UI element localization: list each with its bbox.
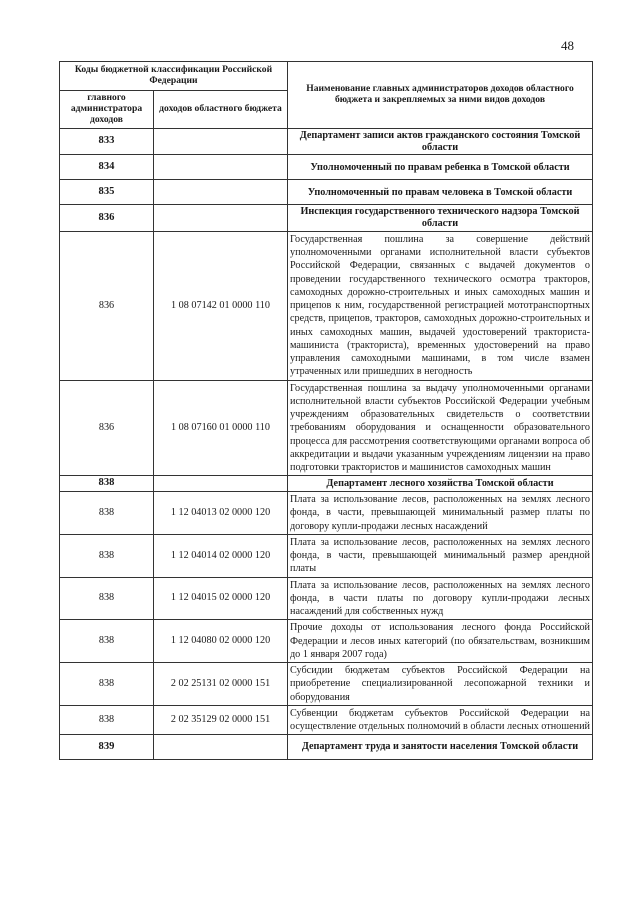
revenue-code-cell: 1 12 04014 02 0000 120 (154, 534, 288, 577)
table-row (60, 476, 593, 492)
revenue-code-cell (154, 205, 288, 231)
administrator-name-cell: Инспекция государственного технического надзора Томской области (288, 205, 593, 231)
page-number: 48 (561, 38, 574, 53)
table-row (60, 155, 593, 180)
header-name: Наименование главных администраторов доходов областного бюджета и закрепляемых за ними видов доходов (288, 62, 593, 129)
table-row (60, 380, 593, 476)
administrator-name-cell: Уполномоченный по правам ребенка в Томской области (288, 155, 593, 180)
revenue-code-cell (154, 180, 288, 205)
table-row (60, 492, 593, 535)
table-body (60, 129, 593, 760)
revenue-description-cell: Субсидии бюджетам субъектов Российской Федерации на приобретение специализированной лесопожарной техники и оборудования (288, 663, 593, 706)
admin-code-cell: 836 (60, 380, 154, 476)
table-row (60, 577, 593, 620)
admin-code-cell: 835 (60, 180, 154, 205)
table-row (60, 620, 593, 663)
revenue-code-cell: 2 02 25131 02 0000 151 (154, 663, 288, 706)
admin-code-cell: 838 (60, 663, 154, 706)
admin-code-cell: 838 (60, 705, 154, 735)
admin-code-cell: 836 (60, 231, 154, 380)
revenue-code-cell: 1 12 04080 02 0000 120 (154, 620, 288, 663)
table-row (60, 735, 593, 760)
header-codes-group: Коды бюджетной классификации Российской Федерации (60, 62, 288, 91)
admin-code-cell: 833 (60, 129, 154, 155)
revenue-code-cell: 2 02 35129 02 0000 151 (154, 705, 288, 735)
admin-code-cell: 838 (60, 577, 154, 620)
revenue-code-cell: 1 08 07160 01 0000 110 (154, 380, 288, 476)
revenue-code-cell (154, 155, 288, 180)
revenue-description-cell: Государственная пошлина за совершение действий уполномоченными органами исполнительной власти субъектов Российской Федерации, связанных с выдачей документов о проведении государственного технического осмотра тракторов, самоходных дорожно-строительных и иных самоходных машин и прицепов к ним, государственной регистрацией мототранспортных средств, прицепов, тракторов, самоходных дорожно-строительных и иных самоходных машин, выдачей удостоверений тракториста-машиниста (тракториста), временных удостоверений на право управления самоходными машинами, в том числе взамен утраченных или пришедших в негодность (288, 231, 593, 380)
table-row (60, 534, 593, 577)
administrator-name-cell: Уполномоченный по правам человека в Томской области (288, 180, 593, 205)
admin-code-cell: 836 (60, 205, 154, 231)
admin-code-cell: 839 (60, 735, 154, 760)
table-row (60, 705, 593, 735)
admin-code-cell: 838 (60, 476, 154, 492)
revenue-code-cell: 1 08 07142 01 0000 110 (154, 231, 288, 380)
admin-code-cell: 838 (60, 534, 154, 577)
revenue-description-cell: Плата за использование лесов, расположенных на землях лесного фонда, в части, превышающей минимальный размер арендной платы (288, 534, 593, 577)
admin-code-cell: 838 (60, 492, 154, 535)
administrator-name-cell: Департамент лесного хозяйства Томской области (288, 476, 593, 492)
table-header (60, 62, 593, 129)
budget-classification-table (59, 61, 593, 760)
revenue-description-cell: Плата за использование лесов, расположенных на землях лесного фонда, в части, превышающей минимальный размер платы по договору купли-продажи лесных насаждений (288, 492, 593, 535)
revenue-code-cell: 1 12 04013 02 0000 120 (154, 492, 288, 535)
administrator-name-cell: Департамент труда и занятости населения Томской области (288, 735, 593, 760)
revenue-code-cell (154, 476, 288, 492)
table-row (60, 129, 593, 155)
table-row (60, 180, 593, 205)
administrator-name-cell: Департамент записи актов гражданского состояния Томской области (288, 129, 593, 155)
admin-code-cell: 838 (60, 620, 154, 663)
revenue-code-cell: 1 12 04015 02 0000 120 (154, 577, 288, 620)
revenue-description-cell: Прочие доходы от использования лесного фонда Российской Федерации и лесов иных категорий (по обязательствам, возникшим до 1 января 2007 года) (288, 620, 593, 663)
revenue-description-cell: Плата за использование лесов, расположенных на землях лесного фонда, в части платы по договору купли-продажи лесных насаждений для собственных нужд (288, 577, 593, 620)
admin-code-cell: 834 (60, 155, 154, 180)
table-row (60, 663, 593, 706)
table-row (60, 205, 593, 231)
header-revenue-code: доходов областного бюджета (154, 91, 288, 129)
revenue-description-cell: Государственная пошлина за выдачу уполномоченными органами исполнительной власти субъектов Российской Федерации учебным учреждениям образовательных свидетельств о соответствии требованиям оборудования и оснащенности образовательного процесса для рассмотрения соответствующими органами вопроса об аккредитации и выдачи указанным учреждениям лицензии на право подготовки трактористов и машинистов самоходных машин (288, 380, 593, 476)
table-row (60, 231, 593, 380)
revenue-code-cell (154, 129, 288, 155)
header-admin-code: главного администратора доходов (60, 91, 154, 129)
revenue-code-cell (154, 735, 288, 760)
revenue-description-cell: Субвенции бюджетам субъектов Российской Федерации на осуществление отдельных полномочий в области лесных отношений (288, 705, 593, 735)
